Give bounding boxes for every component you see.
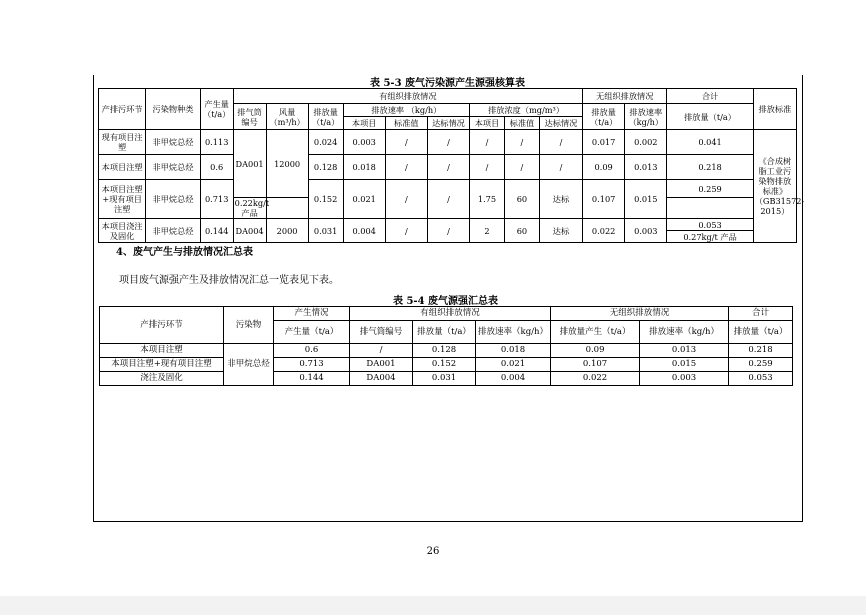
header-organized: 有组织排放情况 <box>233 89 582 104</box>
header-generation: 产生量（t/a） <box>200 89 233 130</box>
header-unorganized: 无组织排放情况 <box>551 307 729 321</box>
header-flow: 风量（m³/h） <box>266 104 308 130</box>
header-total-emission: 排放量（t/a） <box>667 104 753 130</box>
header-total: 合计 <box>667 89 753 104</box>
header-rate: 排放速率（kg/h） <box>476 321 551 344</box>
header-stage: 产排污环节 <box>99 89 146 130</box>
header-total-emission: 排放量（t/a） <box>729 321 793 344</box>
header-stack: 排气筒编号 <box>350 321 413 344</box>
table-row: 本项目注塑 非甲烷总烃 0.6 / 0.128 0.018 0.09 0.013 0.218 <box>100 344 793 358</box>
header-pollutant: 污染物种类 <box>146 89 200 130</box>
header-unorg-rate: 排放速率（kg/h） <box>625 104 667 130</box>
header-conc-std: 标准值 <box>504 117 539 130</box>
header-emission: 排放量（t/a） <box>413 321 476 344</box>
header-stack: 排气筒编号 <box>233 104 266 130</box>
header-conc-meet: 达标情况 <box>539 117 582 130</box>
header-concentration: 排放浓度（mg/m³） <box>470 104 583 117</box>
standard-cell: 《合成树脂工业污染物排放标准》（GB31572-2015） <box>753 130 796 243</box>
header-conc-this: 本项目 <box>470 117 505 130</box>
header-emission: 排放量（t/a） <box>308 104 343 130</box>
header-rate-this: 本项目 <box>343 117 385 130</box>
table-5-3: 产排污环节 污染物种类 产生量（t/a） 有组织排放情况 无组织排放情况 合计 排放标准 排气筒编号 风量（m³/h） 排放量（t/a） 排放速率 （kg/h） 排放浓度（mg/m³） 排放量（t/a） 排放速率（kg/h） 排放量（t/a） 本项目 标准值 达标情况 本项目 标准值 达标情况 现有项目注塑 非甲烷总烃 0.113 DA001 12000 0.024 0.003 / / / / / 0.017 0.002 0.041 《合成树脂工业污染物排放标准》（GB31572-2015） 本项目注塑 非甲烷总烃 0.6 0.128 0.018 / / / / / 0.09 0.013 0.218 本项目注塑+现有项目注塑 非甲烷总烃 0.713 0.152 0.021 / / 1.75 60 达标 0.107 0.015 0.259 0.22kg/t 产品 本项目浇注及固化 非甲烷总烃 0.144 DA004 2000 0.031 0.004 / / 2 60 达标 0.022 0.003 0.053 0.27kg/t 产品 <box>98 88 797 243</box>
header-pollutant: 污染物 <box>224 307 274 344</box>
table-5-4 <box>99 306 793 386</box>
header-standard: 排放标准 <box>753 89 796 130</box>
frame-bottom-border <box>93 521 803 522</box>
paragraph: 项目废气源强产生及排放情况汇总一览表见下表。 <box>119 275 339 286</box>
header-unorg-emission: 排放量（t/a） <box>583 104 625 130</box>
header-generation: 产生情况 <box>274 307 350 321</box>
header-rate: 排放速率 （kg/h） <box>343 104 469 117</box>
page-number: 26 <box>426 546 440 557</box>
header-stage: 产排污环节 <box>100 307 224 344</box>
table-row: 本项目注塑+现有项目注塑 0.713 DA001 0.152 0.021 0.107 0.015 0.259 <box>100 358 793 372</box>
frame-left-border <box>93 75 94 522</box>
header-rate-std: 标准值 <box>385 117 427 130</box>
header-unorganized: 无组织排放情况 <box>583 89 667 104</box>
header-unorg-gen: 排放量产生（t/a） <box>551 321 640 344</box>
section-heading: 4、废气产生与排放情况汇总表 <box>116 247 253 258</box>
table-row: 本项目注塑 非甲烷总烃 0.6 0.128 0.018 / / / / / 0.09 0.013 0.218 <box>99 155 797 180</box>
table-row: 现有项目注塑 非甲烷总烃 0.113 DA001 12000 0.024 0.003 / / / / / 0.017 0.002 0.041 《合成树脂工业污染物排放标准》（GB31572-2015） <box>99 130 797 155</box>
frame-right-border <box>802 75 803 522</box>
table-row: 本项目注塑+现有项目注塑 非甲烷总烃 0.713 0.152 0.021 / / 1.75 60 达标 0.107 0.015 0.259 <box>99 180 797 198</box>
table-row: 浇注及固化 0.144 DA004 0.031 0.004 0.022 0.003 0.053 <box>100 372 793 386</box>
table-5-4-caption: 表 5-4 废气源强汇总表 <box>392 296 499 307</box>
header-rate-meet: 达标情况 <box>427 117 469 130</box>
table-5-3-caption: 表 5-3 废气污染源产生源强核算表 <box>369 78 526 89</box>
header-total: 合计 <box>729 307 793 321</box>
header-gen-amount: 产生量（t/a） <box>274 321 350 344</box>
header-unorg-rate: 排放速率（kg/h） <box>640 321 729 344</box>
table-row: 本项目浇注及固化 非甲烷总烃 0.144 DA004 2000 0.031 0.004 / / 2 60 达标 0.022 0.003 0.053 <box>99 219 797 231</box>
header-organized: 有组织排放情况 <box>350 307 551 321</box>
